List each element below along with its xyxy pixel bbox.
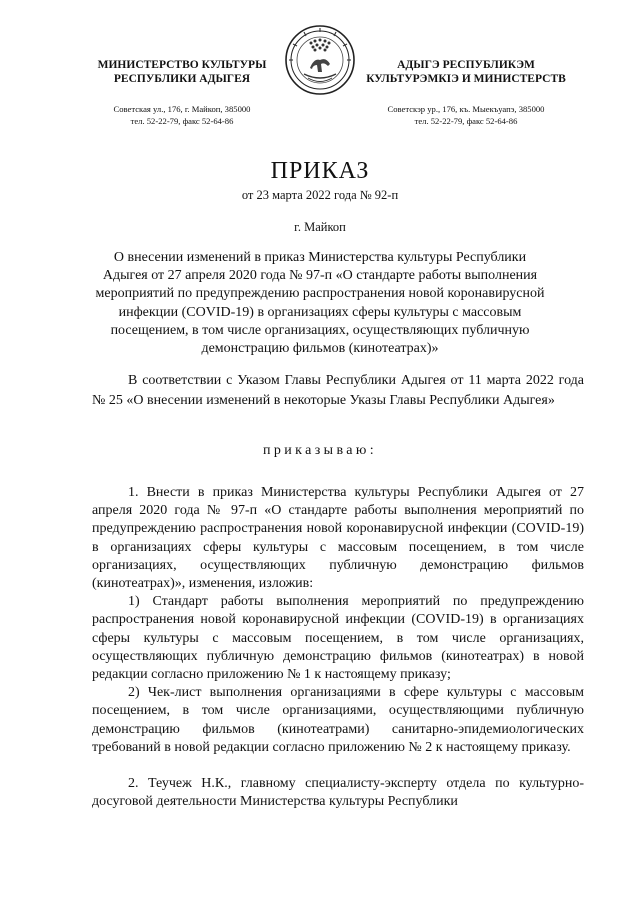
heading-line: мероприятий по предупреждению распространения новой коронавирусной <box>95 286 545 302</box>
basis-text: В соответствии с Указом Главы Республики Адыгея от 11 марта 2022 года № 25 «О внесении изменений в некоторые Указы Главы Республики Адыгея» <box>92 373 584 408</box>
body-paragraph: 1) Стандарт работы выполнения мероприятий по предупреждению распространения новой коронавирусной инфекции (COVID-19) в организациях сферы культуры с массовым посещением, в том числе организациях, осуществляющих публичную демонстрацию фильмов (кинотеатрах) в новой редакции согласно приложению № 1 к настоящему приказу; <box>92 594 584 683</box>
ministry-name-russian <box>84 58 280 86</box>
heading-line: инфекции (COVID-19) в организациях сферы культуры с массовым <box>118 304 522 320</box>
heading-line: посещением, в том числе организациях, осуществляющих публичную <box>110 322 530 338</box>
document-title: ПРИКАЗ <box>270 158 370 184</box>
legal-basis-paragraph <box>92 371 584 410</box>
phone-line: тел. 52-22-79, факс 52-64-86 <box>130 116 234 126</box>
order-word: приказываю: <box>262 443 378 458</box>
heading-line: демонстрацию фильмов (кинотеатрах)» <box>201 341 439 357</box>
ministry-name-line: РЕСПУБЛИКИ АДЫГЕЯ <box>113 73 251 85</box>
ministry-address-russian <box>84 103 280 127</box>
body-paragraph: 1. Внести в приказ Министерства культуры Республики Адыгея от 27 апреля 2020 года № 97-п «О стандарте работы выполнения мероприятий по предупреждению распространения новой коронавирусной инфекции (COVID-19) в организациях сферы культуры с массовым посещением, в том числе организациях, осуществляющих публичную демонстрацию фильмов (кинотеатрах)», изменения, изложив: <box>92 485 584 592</box>
document-heading <box>90 249 550 358</box>
address-line: Советская ул., 176, г. Майкоп, 385000 <box>113 104 251 114</box>
ministry-name-line: АДЫГЭ РЕСПУБЛИКЭМ <box>397 59 535 71</box>
body-paragraph: 2. Теучеж Н.К., главному специалисту-эксперту отдела по культурно-досуговой деятельности Министерства культуры Республики <box>92 776 584 810</box>
coat-of-arms-icon <box>284 24 356 96</box>
ministry-name-line: МИНИСТЕРСТВО КУЛЬТУРЫ <box>97 59 267 71</box>
heading-line: Адыгея от 27 апреля 2020 года № 97-п «О стандарте работы выполнения <box>102 268 538 284</box>
phone-line: тел. 52-22-79, факс 52-64-86 <box>414 116 518 126</box>
document-city: г. Майкоп <box>294 220 346 234</box>
document-date-number: от 23 марта 2022 года № 92-п <box>241 188 399 202</box>
heading-line: О внесении изменений в приказ Министерства культуры Республики <box>113 250 527 265</box>
ministry-name-line: КУЛЬТУРЭМКIЭ И МИНИСТЕРСТВ <box>366 73 566 85</box>
document-body <box>92 484 584 811</box>
ministry-name-adyghe <box>364 58 568 86</box>
body-paragraph: 2) Чек-лист выполнения организациями в сфере культуры с массовым посещением, в том числе организациями, осуществляющими публичную демонстрацию фильмов (кинотеатрами) санитарно-эпидемиологических требований в новой редакции согласно приложению № 2 к настоящему приказу. <box>92 685 584 755</box>
address-line: Советскэр ур., 176, къ. Мыекъуапэ, 385000 <box>387 104 545 114</box>
ministry-address-adyghe <box>364 103 568 127</box>
